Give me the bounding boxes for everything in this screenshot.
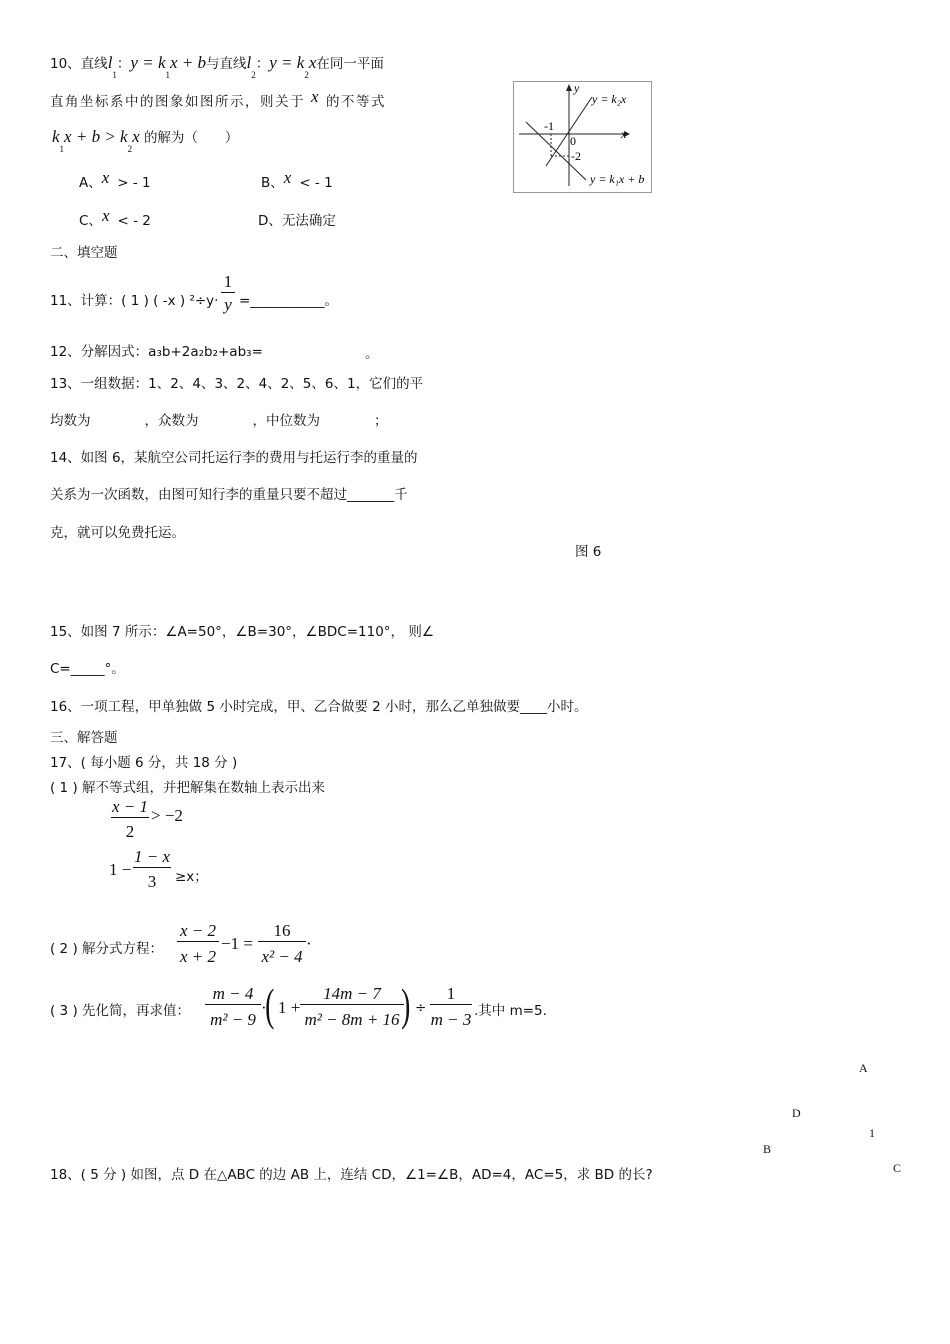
q11-fraction: $\frac{1}{y}$ [221,272,235,315]
section3-title: 三、解答题 [50,730,118,746]
q10-graph-svg [514,82,651,192]
graph-x-label: x [621,127,627,141]
q13-line2: 均数为 ，众数为 ，中位数为 ； [50,413,388,429]
q11-tail: =___________。 [239,293,339,309]
q17-part3-one: 1 + [278,998,301,1017]
q10-line2: 直角坐标系中的图象如图所示，则关于 x 的不等式 [50,87,387,110]
q10-option-a: A、x > - 1 [79,168,151,191]
q17-part2-fraction2: $\frac{16}{\text{x² − 4}}$ [258,921,306,967]
q17-part1: ( 1 ) 解不等式组，并把解集在数轴上表示出来 [50,780,325,796]
q17-part1-fraction2: $\frac{1 - x}{3}$ [133,847,171,891]
q17-part1-prefix2: 1 − [109,860,132,879]
q10-line1: 10、直线$l_1$：$y = k_1x + b$与直线$l_2$：$y = k_2x$在同一平面 [50,53,384,80]
fig18-label-b: B [763,1142,772,1156]
q14-line2: 关系为一次函数，由图可知行李的重量只要不超过_______千 [50,487,408,503]
q17-part3: ( 3 ) 先化简，再求值： [50,1003,190,1019]
q17-part2-fraction1: $\frac{x - 2}{x + 2}$ [177,921,219,967]
q17-part3-tail: .其中 m=5. [474,1003,547,1019]
q17-part3-right-paren: ) [401,979,411,1030]
q11: 11、计算：( 1 ) ( -x ) ²÷y· [50,293,219,309]
q17-title: 17、( 每小题 6 分，共 18 分 ) [50,755,238,771]
q12: 12、分解因式：a₃b+2a₂b₂+ab₃= [50,344,263,360]
q10-option-c: C、x < - 2 [79,206,151,229]
q17-part1-fraction1: $\frac{x - 1}{2}$ [111,797,149,841]
q17-part3-fraction3: $\frac{1}{m - 3}$ [430,984,472,1029]
q14-figure-caption: 图 6 [575,544,602,560]
section2-title: 二、填空题 [50,245,118,261]
graph-line-k2-label: y = k₂x [592,92,627,106]
q16: 16、一项工程，甲单独做 5 小时完成，甲、乙合做要 2 小时，那么乙单独做要____小时。 [50,699,588,715]
graph-origin: 0 [570,134,576,148]
q13-line1: 13、一组数据：1、2、4、3、2、4、2、5、6、1，它们的平 [50,376,424,392]
q17-part3-dot: · [261,998,267,1017]
q17-part2-middle: −1 = [221,934,253,953]
graph-line-k1-label: y = k₁x + b [590,172,645,186]
q12-tail: 。 [365,346,379,362]
q17-part3-left-paren: ( [265,979,275,1030]
q17-part3-fraction1: $\frac{m - 4}{\text{m² − 9}}$ [205,984,261,1030]
q18: 18、( 5 分 ) 如图，点 D 在△ABC 的边 AB 上，连结 CD，∠1=∠B，AD=4，AC=5，求 BD 的长? [50,1167,653,1183]
q10-prefix: 10、直线 [50,56,108,72]
q14-line1: 14、如图 6，某航空公司托运行李的费用与托运行李的重量的 [50,450,418,466]
graph-neg1: -1 [544,119,554,133]
q10-option-d: D、无法确定 [258,213,336,229]
q10-inequality: $k_1x + b > k_2x$ 的解为（ ） [52,127,239,154]
y-axis-arrow [566,84,572,91]
q17-part1-relation1: > −2 [151,806,183,825]
q10-graph [513,81,652,193]
q17-part3-fraction2: $\frac{14m - 7}{\text{m² − 8m + 16}}$ [300,984,404,1030]
graph-neg2: -2 [571,149,581,163]
q17-part3-divide: ÷ [415,1000,427,1016]
fig18-label-a: A [859,1061,868,1075]
q10-option-b: B、x < - 1 [261,168,333,191]
q14-line3: 克，就可以免费托运。 [50,525,185,541]
q15-line1: 15、如图 7 所示：∠A=50°，∠B=30°，∠BDC=110°， 则∠ [50,624,434,640]
q17-part2: ( 2 ) 解分式方程： [50,941,163,957]
q17-part2-dot: · [306,934,312,953]
q15-line2: C=_____°。 [50,661,125,677]
graph-y-label: y [574,82,580,95]
fig18-label-d: D [792,1106,801,1120]
fig18-label-one: 1 [869,1126,875,1140]
fig18-label-c: C [893,1161,902,1175]
q17-part1-relation2: ≥x； [175,869,208,885]
